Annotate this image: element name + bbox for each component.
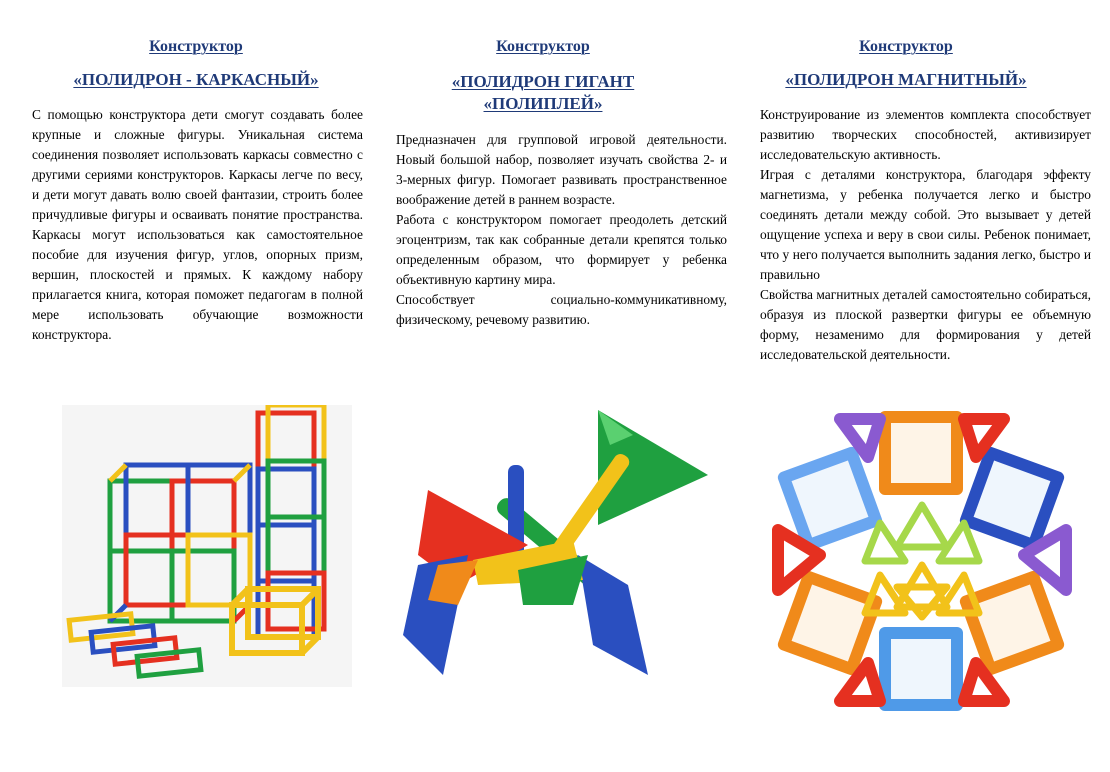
column-title-line2: «ПОЛИПЛЕЙ» bbox=[483, 94, 603, 113]
column-heading: Конструктор bbox=[149, 38, 243, 55]
column-title: «ПОЛИДРОН - КАРКАСНЫЙ» bbox=[73, 70, 319, 89]
column-body bbox=[32, 105, 363, 345]
column-body bbox=[760, 105, 1091, 365]
column-heading: Конструктор bbox=[496, 38, 590, 55]
column-title: «ПОЛИДРОН МАГНИТНЫЙ» bbox=[785, 70, 1027, 89]
paragraph: С помощью конструктора дети смогут создавать более крупные и сложные фигуры. Уникальная система соединения позволяет использовать каркасы совместно с другими сериями конструкторов. Каркасы легче по весу, и дети могут давать волю своей фантазии, строить более причудливые фигуры и осваивать понятие пространства. Каркасы могут использоваться как самостоятельное пособие для изучения фигур, углов, опорных призм, вершин, плоскостей и прямых. К каждому набору прилагается книга, которая поможет педагогам в полной мере использовать обучающие возможности конструктора. bbox=[32, 107, 363, 342]
frame-cubes-icon bbox=[62, 405, 352, 687]
magnetic-tiles-icon bbox=[770, 405, 1074, 715]
column-title-line1: «ПОЛИДРОН ГИГАНТ bbox=[451, 72, 635, 91]
paragraph: Способствует социально-коммуникативному, физическому, речевому развитию. bbox=[396, 292, 727, 327]
paragraph: Предназначен для групповой игровой деятельности. Новый большой набор, позволяет изучать свойства 2- и 3-мерных фигур. Помогает развивать пространственное воображение детей в раннем возрасте. bbox=[396, 132, 727, 207]
paragraph: Конструирование из элементов комплекта способствует развитию творческих способностей, активизирует исследовательскую активность. bbox=[760, 107, 1091, 162]
paragraph: Играя с деталями конструктора, благодаря эффекту магнетизма, у ребенка получается легко и быстро соединять детали между собой. Это вызывает у детей ощущение успеха и веру в свои силы. Ребенок понимает, что у него получается выполнить задания легко, быстро и правильно bbox=[760, 167, 1091, 282]
paragraph: Свойства магнитных деталей самостоятельно собираться, образуя из плоской развертки фигуры ее объемную форму, незаменимо для формирования у детей исследовательской деятельности. bbox=[760, 287, 1091, 362]
giant-triangles-icon bbox=[398, 405, 708, 687]
column-body bbox=[396, 130, 727, 330]
column-heading: Конструктор bbox=[859, 38, 953, 55]
paragraph: Работа с конструктором помогает преодолеть детский эгоцентризм, так как собранные детали крепятся только определенным образом, что формирует у ребенка объективную картину мира. bbox=[396, 212, 727, 287]
